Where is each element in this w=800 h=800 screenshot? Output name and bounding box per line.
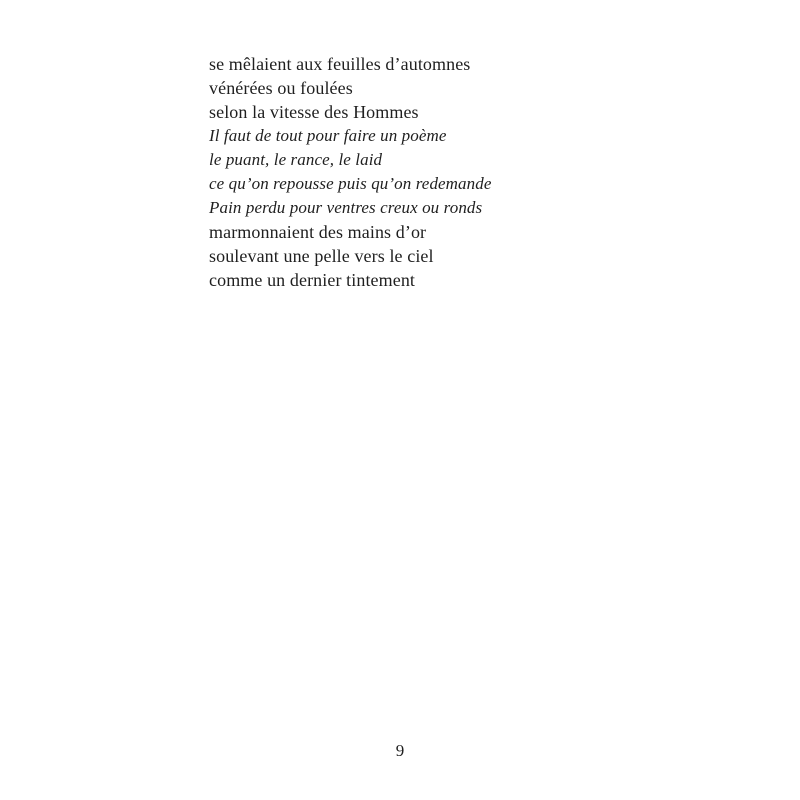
poem-line-4: Il faut de tout pour faire un poème bbox=[209, 126, 447, 145]
poem-line-2: vénérées ou foulées bbox=[209, 78, 353, 98]
page-number: 9 bbox=[395, 741, 405, 760]
poem-line-9: soulevant une pelle vers le ciel bbox=[209, 246, 434, 266]
poem-line-7: Pain perdu pour ventres creux ou ronds bbox=[209, 198, 483, 217]
poem-line-3: selon la vitesse des Hommes bbox=[209, 102, 419, 122]
poem-text bbox=[209, 52, 629, 292]
poem-line-8: marmonnaient des mains d’or bbox=[209, 222, 427, 242]
poem-line-10: comme un dernier tintement bbox=[209, 270, 416, 290]
poem-line-5: le puant, le rance, le laid bbox=[209, 150, 383, 169]
poem-line-6: ce qu’on repousse puis qu’on redemande bbox=[209, 174, 492, 193]
poem-line-1: se mêlaient aux feuilles d’automnes bbox=[209, 54, 471, 74]
